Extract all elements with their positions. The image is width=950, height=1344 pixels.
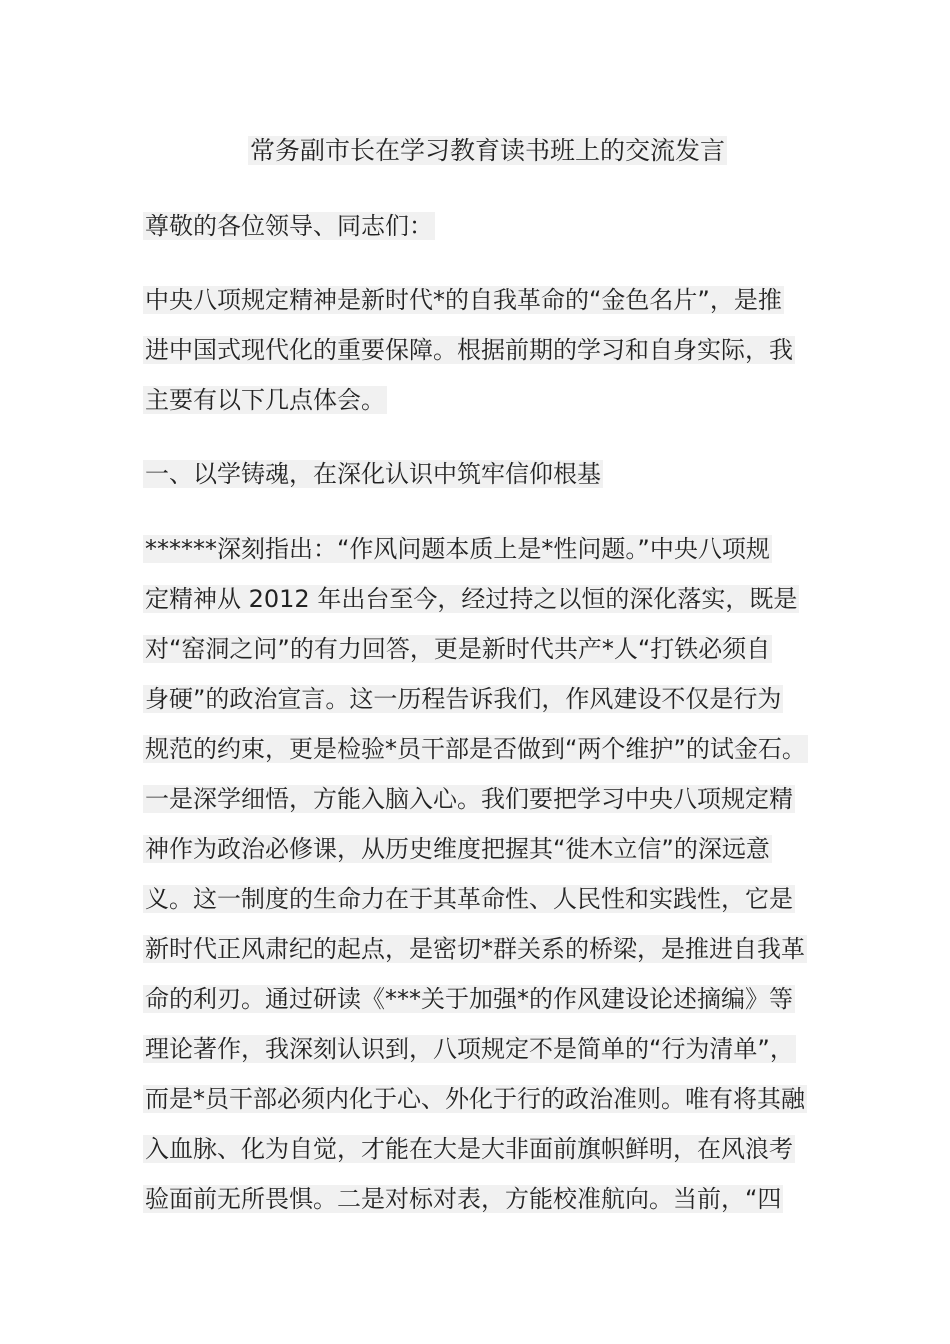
body-line	[143, 631, 772, 667]
body-line-text: 规范的约束，更是检验*员干部是否做到“两个维护”的试金石。	[145, 735, 806, 763]
intro-line-text: 中央八项规定精神是新时代*的自我革命的“金色名片”，是推	[145, 286, 782, 314]
body-line-text: 对“窑洞之问”的有力回答，更是新时代共产*人“打铁必须自	[145, 635, 771, 663]
body-line-text: ******深刻指出：“作风问题本质上是*性问题。”中央八项规	[145, 535, 770, 563]
body-line	[143, 531, 772, 567]
body-line-text: 理论著作，我深刻认识到，八项规定不是简单的“行为清单”，	[145, 1035, 794, 1063]
document-title-text: 常务副市长在学习教育读书班上的交流发言	[250, 136, 726, 165]
body-line	[143, 1181, 783, 1217]
body-line-text: 新时代正风肃纪的起点，是密切*群关系的桥梁，是推进自我革	[145, 935, 805, 963]
section-heading	[143, 456, 603, 492]
intro-line-text: 进中国式现代化的重要保障。根据前期的学习和自身实际，我	[145, 336, 793, 364]
body-line-text: 而是*员干部必须内化于心、外化于行的政治准则。唯有将其融	[145, 1085, 805, 1113]
body-line	[143, 981, 795, 1017]
body-line-text: 入血脉、化为自觉，才能在大是大非面前旗帜鲜明，在风浪考	[145, 1135, 793, 1163]
body-line	[143, 931, 807, 967]
body-line	[143, 881, 795, 917]
intro-line	[143, 282, 784, 318]
body-line	[143, 681, 783, 717]
intro-line	[143, 382, 387, 418]
body-line-text: 身硬”的政治宣言。这一历程告诉我们，作风建设不仅是行为	[145, 685, 782, 713]
body-line-text: 定精神从 2012 年出台至今，经过持之以恒的深化落实，既是	[145, 585, 798, 613]
intro-line	[143, 332, 795, 368]
body-line	[143, 581, 799, 617]
intro-line-text: 主要有以下几点体会。	[145, 386, 385, 414]
body-line	[143, 731, 808, 767]
body-line	[143, 781, 795, 817]
body-line	[143, 1031, 796, 1067]
body-line-text: 一是深学细悟，方能入脑入心。我们要把学习中央八项规定精	[145, 785, 793, 813]
body-line	[143, 1131, 795, 1167]
body-line-text: 验面前无所畏惧。二是对标对表，方能校准航向。当前，“四	[145, 1185, 782, 1213]
body-line-text: 义。这一制度的生命力在于其革命性、人民性和实践性，它是	[145, 885, 793, 913]
salutation-text: 尊敬的各位领导、同志们：	[145, 212, 433, 240]
salutation	[143, 208, 435, 244]
document-title	[248, 133, 727, 169]
body-line	[143, 831, 772, 867]
body-line-text: 命的利刃。通过研读《***关于加强*的作风建设论述摘编》等	[145, 985, 793, 1013]
body-line	[143, 1081, 807, 1117]
body-line-text: 神作为政治必修课，从历史维度把握其“徙木立信”的深远意	[145, 835, 770, 863]
section-heading-text: 一、以学铸魂，在深化认识中筑牢信仰根基	[145, 460, 601, 488]
